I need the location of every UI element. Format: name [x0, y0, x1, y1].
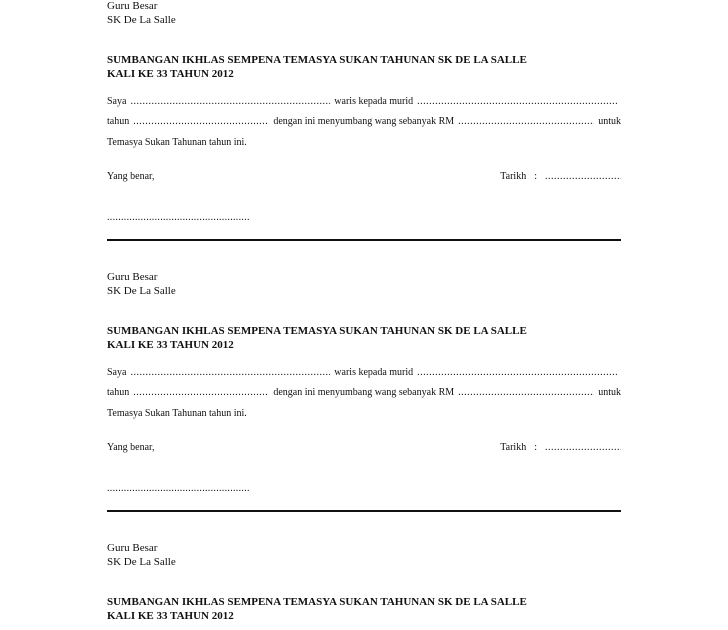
closing-text: Yang benar, — [107, 442, 155, 453]
slip-heading-line-1: SUMBANGAN IKHLAS SEMPENA TEMASYA SUKAN TAHUNAN SK DE LA SALLE — [107, 325, 527, 337]
slip-heading — [107, 324, 621, 352]
slip-heading — [107, 595, 621, 623]
signature-blank — [107, 483, 250, 495]
recipient-address — [107, 541, 621, 569]
closing-line — [107, 171, 621, 183]
name-blank — [130, 367, 330, 379]
amount-blank — [458, 116, 594, 128]
slip-heading-line-2: KALI KE 33 TAHUN 2012 — [107, 610, 234, 622]
closing-text: Yang benar, — [107, 171, 155, 182]
recipient-title: Guru Besar — [107, 0, 158, 12]
donation-slip-1 — [107, 0, 622, 182]
purpose-line: Temasya Sukan Tahunan tahun ini. — [107, 137, 247, 148]
tahun-label: tahun — [107, 116, 130, 127]
pupil-name-blank — [417, 96, 617, 108]
closing-line — [107, 442, 621, 454]
year-blank — [133, 116, 269, 128]
date-blank — [545, 171, 621, 183]
date-label: Tarikh — [500, 442, 527, 453]
amount-line — [107, 387, 621, 399]
tahun-label: tahun — [107, 387, 130, 398]
recipient-school: SK De La Salle — [107, 285, 176, 297]
date-field — [500, 171, 621, 183]
recipient-address — [107, 270, 621, 298]
date-label: Tarikh — [500, 171, 527, 182]
date-blank — [545, 442, 621, 454]
date-colon: : — [534, 171, 537, 182]
menyumbang-label: dengan ini menyumbang wang sebanyak RM — [273, 116, 455, 127]
slip-heading — [107, 53, 621, 81]
waris-label: waris kepada murid — [334, 367, 414, 378]
untuk-label: untuk — [598, 387, 622, 398]
slip-heading-line-1: SUMBANGAN IKHLAS SEMPENA TEMASYA SUKAN TAHUNAN SK DE LA SALLE — [107, 54, 527, 66]
date-colon: : — [534, 442, 537, 453]
saya-label: Saya — [107, 367, 127, 378]
signature-blank — [107, 212, 250, 224]
date-field — [500, 442, 621, 454]
recipient-address — [107, 0, 621, 27]
slip-heading-line-2: KALI KE 33 TAHUN 2012 — [107, 68, 234, 80]
slip-heading-line-1: SUMBANGAN IKHLAS SEMPENA TEMASYA SUKAN TAHUNAN SK DE LA SALLE — [107, 596, 527, 608]
name-blank — [130, 96, 330, 108]
untuk-label: untuk — [598, 116, 622, 127]
slip-heading-line-2: KALI KE 33 TAHUN 2012 — [107, 339, 234, 351]
cut-line — [107, 239, 621, 241]
recipient-school: SK De La Salle — [107, 556, 176, 568]
name-line — [107, 96, 621, 108]
amount-blank — [458, 387, 594, 399]
recipient-title: Guru Besar — [107, 271, 158, 283]
pupil-name-blank — [417, 367, 617, 379]
recipient-school: SK De La Salle — [107, 14, 176, 26]
recipient-title: Guru Besar — [107, 542, 158, 554]
name-line — [107, 367, 621, 379]
saya-label: Saya — [107, 96, 127, 107]
donation-slip-3 — [107, 541, 621, 622]
cut-line — [107, 510, 621, 512]
menyumbang-label: dengan ini menyumbang wang sebanyak RM — [273, 387, 455, 398]
waris-label: waris kepada murid — [334, 96, 414, 107]
amount-line — [107, 116, 621, 128]
donation-slip-2 — [107, 270, 622, 453]
purpose-line: Temasya Sukan Tahunan tahun ini. — [107, 408, 247, 419]
year-blank — [133, 387, 269, 399]
